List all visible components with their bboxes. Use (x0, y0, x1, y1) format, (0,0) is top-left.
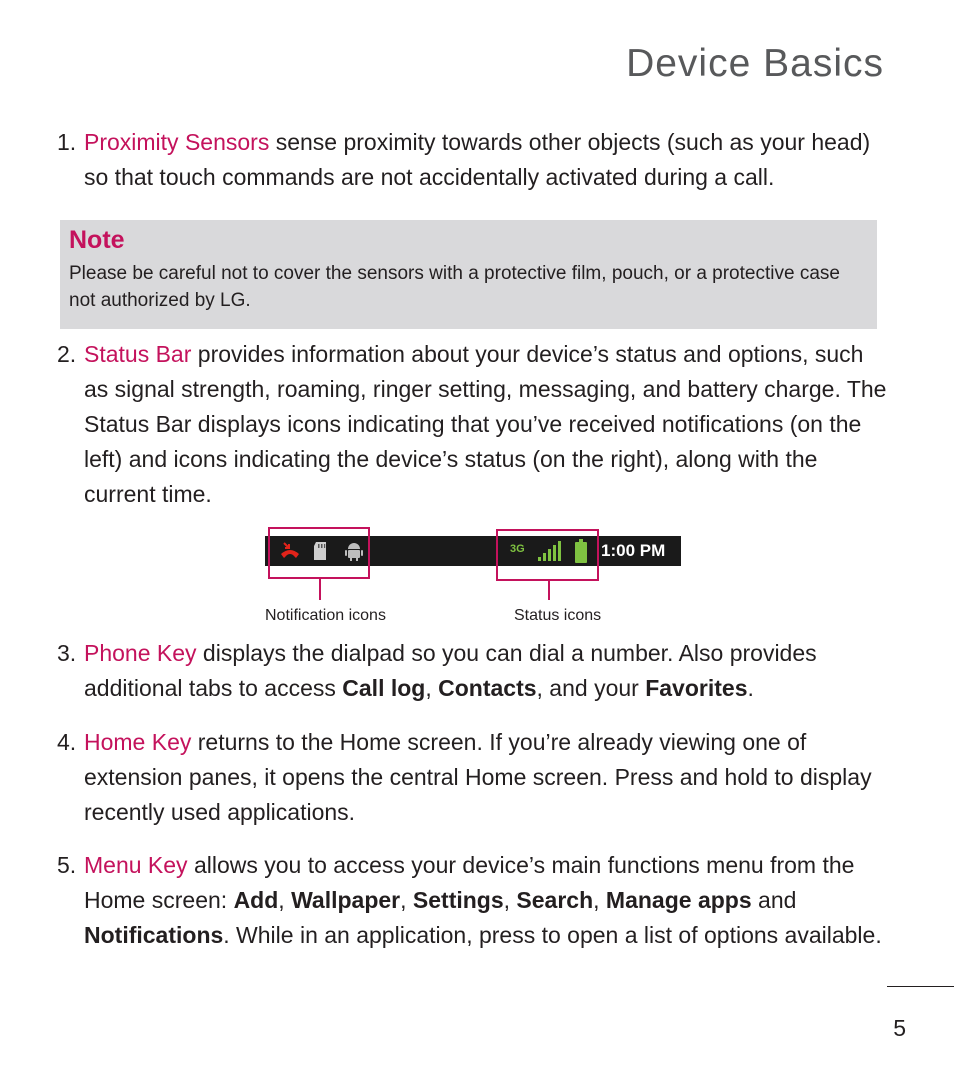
item-text: sense proximity towards other objects (such as your head) so that touch commands are not accidentally activated during a call. (84, 129, 871, 190)
notification-callout-line (319, 578, 321, 600)
list-item-menu-key (57, 848, 892, 953)
item-text: displays the dialpad so you can dial a number. Also provides additional tabs to access (84, 640, 817, 701)
page-number: 5 (893, 1015, 906, 1041)
ui-search: Search (516, 887, 594, 913)
separator: , (278, 887, 292, 913)
term-menu-key: Menu Key (84, 852, 188, 878)
item-text: returns to the Home screen. If you’re already viewing one of extension panes, it opens the central Home screen. Press and hold to display recently used applications. (84, 729, 872, 825)
term-phone-key: Phone Key (84, 640, 197, 666)
clock-time: 1:00 PM (601, 541, 666, 560)
status-icons-highlight (496, 529, 599, 581)
term-status-bar: Status Bar (84, 341, 192, 367)
status-icons-label: Status icons (514, 607, 602, 624)
list-item-phone-key (57, 636, 892, 706)
notification-icons-label: Notification icons (265, 607, 386, 624)
notification-icons-highlight (268, 527, 370, 579)
item-text: and (751, 887, 797, 913)
item-number: 5. (57, 852, 77, 878)
separator: , (425, 675, 439, 701)
page-title: Device Basics (626, 42, 884, 85)
item-text: provides information about your device’s status and options, such as signal strength, roaming, ringer setting, messaging, and battery charge. The Status Bar displays icons indicating that you’ve received notifications (on the left) and icons indicating the device’s status (on the right), along with the current time. (84, 341, 887, 507)
item-text: . (747, 675, 754, 701)
ui-settings: Settings (412, 887, 504, 913)
item-number: 2. (57, 341, 77, 367)
item-text: . While in an application, press to open a list of options available. (223, 922, 882, 948)
note-text: Please be careful not to cover the sensors with a protective film, pouch, or a protective case not authorized by LG. (69, 263, 840, 311)
item-text: allows you to access your device’s main functions menu from the Home screen: (84, 852, 855, 913)
separator: , (400, 887, 413, 913)
note-title: Note (69, 226, 125, 254)
ui-manage-apps: Manage apps (605, 887, 752, 913)
network-3g-icon: 3G (510, 543, 525, 555)
item-number: 3. (57, 640, 77, 666)
separator: , (593, 887, 606, 913)
item-text: , and your (536, 675, 646, 701)
separator: , (503, 887, 517, 913)
item-number: 4. (57, 729, 77, 755)
ui-notifications: Notifications (84, 922, 224, 948)
ui-call-log: Call log (342, 675, 426, 701)
list-item-home-key (57, 725, 892, 830)
ui-add: Add (233, 887, 279, 913)
ui-wallpaper: Wallpaper (291, 887, 401, 913)
ui-favorites: Favorites (645, 675, 748, 701)
term-home-key: Home Key (84, 729, 192, 755)
ui-contacts: Contacts (438, 675, 537, 701)
footer-rule (887, 986, 954, 987)
status-callout-line (548, 580, 550, 600)
list-item-proximity-sensors (57, 125, 892, 195)
note-box (60, 220, 877, 329)
list-item-status-bar (57, 337, 892, 512)
item-number: 1. (57, 129, 77, 155)
term-proximity-sensors: Proximity Sensors (84, 129, 270, 155)
